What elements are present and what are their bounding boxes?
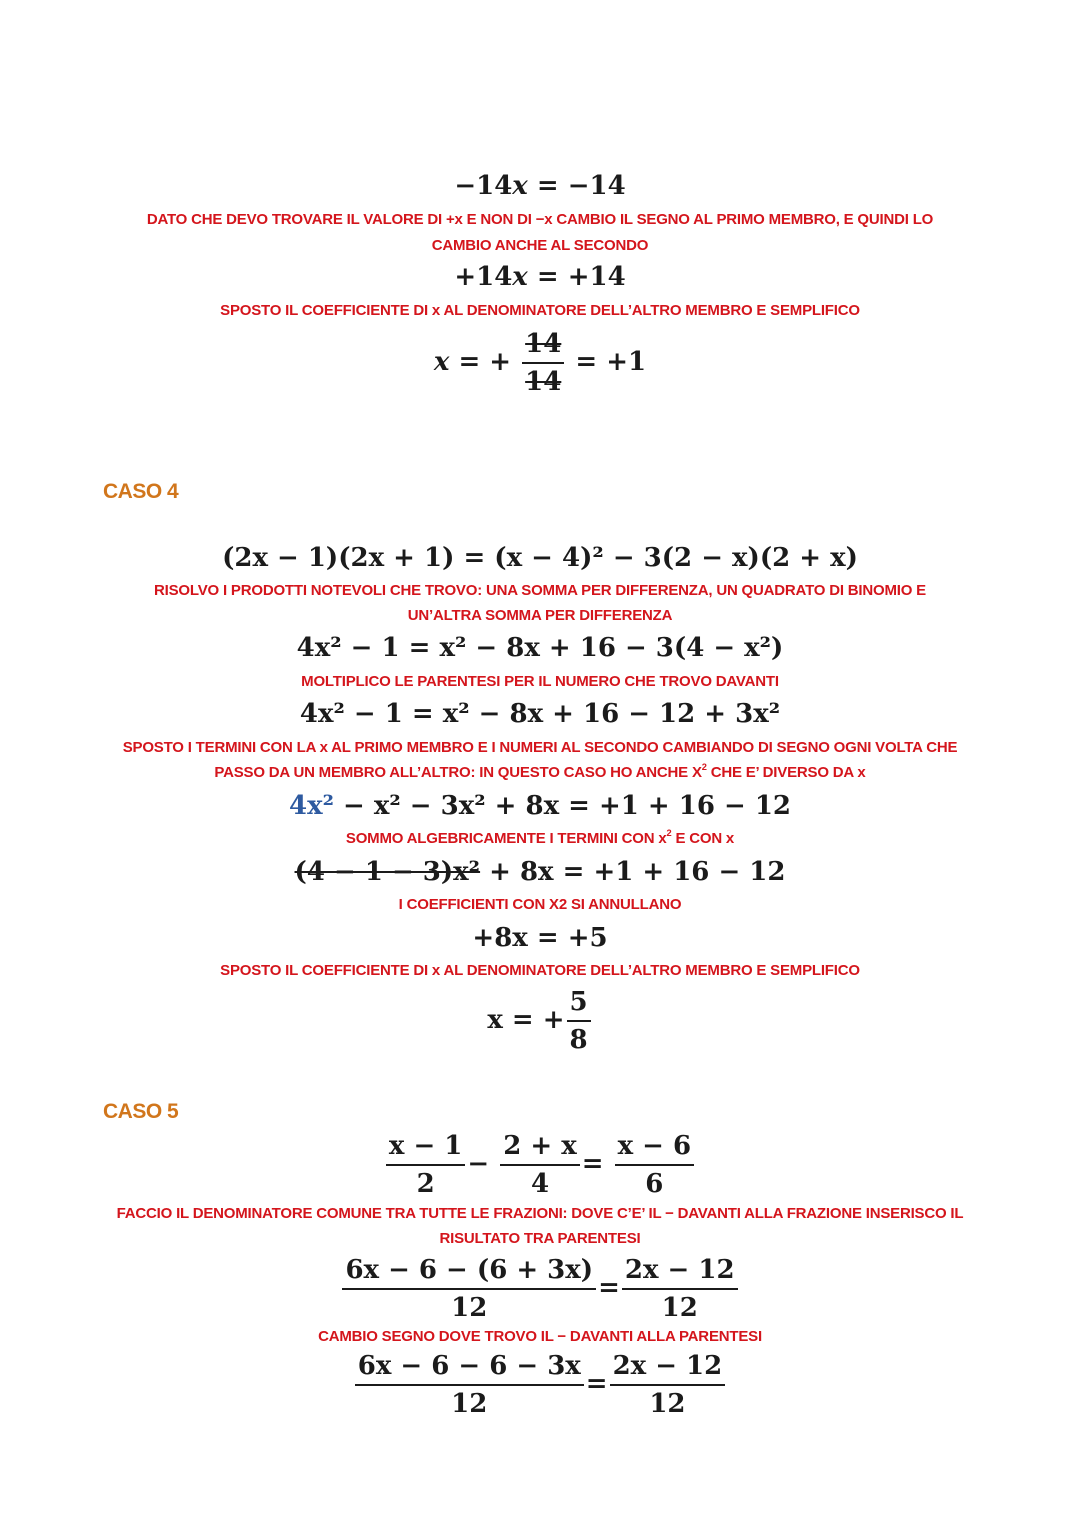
fraction-denominator: 6 xyxy=(645,1169,664,1199)
caso4-note-3b xyxy=(0,760,1080,786)
fraction-numerator: 14 xyxy=(522,326,564,364)
fraction xyxy=(610,1348,726,1422)
eq-highlight: 4x² xyxy=(288,791,334,821)
equation-top-2: +14x = +14 xyxy=(454,262,626,292)
fraction xyxy=(622,1252,738,1326)
note-top-1: DATO CHE DEVO TROVARE IL VALORE DI +x E NON DI −x CAMBIO IL SEGNO AL PRIMO MEMBRO, E QUINDI LO xyxy=(146,211,934,228)
fraction-numerator: 2x − 12 xyxy=(622,1252,738,1290)
operator: = xyxy=(598,1273,620,1303)
fraction-numerator: 6x − 6 − 6 − 3x xyxy=(355,1348,584,1386)
caso4-note-3: SPOSTO I TERMINI CON LA x AL PRIMO MEMBRO E I NUMERI AL SECONDO CAMBIANDO DI SEGNO OGNI VOLTA CHE xyxy=(122,739,958,756)
fraction xyxy=(355,1348,584,1422)
note-text: SOMMO ALGEBRICAMENTE I TERMINI CON x xyxy=(345,830,667,847)
fraction xyxy=(522,326,564,400)
caso5-eq-1 xyxy=(0,1128,1080,1202)
operator: = xyxy=(585,1369,608,1399)
caso4-note-1: RISOLVO I PRODOTTI NOTEVOLI CHE TROVO: UNA SOMMA PER DIFFERENZA, UN QUADRATO DI BINOMIO E xyxy=(154,582,926,599)
fraction-numerator: x − 6 xyxy=(615,1128,694,1166)
eq-struck-term: (4 − 1 − 3)x² xyxy=(294,857,481,887)
fraction-numerator: 6x − 6 − (6 + 3x) xyxy=(342,1252,596,1290)
caso4-note-2: MOLTIPLICO LE PARENTESI PER IL NUMERO CHE TROVO DAVANTI xyxy=(301,673,779,690)
operator: − xyxy=(467,1149,490,1179)
equation-top-3: x = + $\frac{14}{14}$ = +1 xyxy=(0,326,1080,400)
eq-right: = −14 xyxy=(536,171,626,201)
caso4-eq-7 xyxy=(0,984,1080,1058)
caso4-note-6: SPOSTO IL COEFFICIENTE DI x AL DENOMINATORE DELL’ALTRO MEMBRO E SEMPLIFICO xyxy=(220,962,860,979)
note-text: CHE E’ DIVERSO DA x xyxy=(706,764,866,781)
fraction-denominator: 4 xyxy=(530,1169,550,1199)
fraction-denominator: 2 xyxy=(416,1169,435,1199)
caso5-eq-2 xyxy=(0,1252,1080,1326)
fraction-numerator: x − 1 xyxy=(386,1128,465,1166)
caso-4-heading: CASO 4 xyxy=(103,480,179,503)
eq-suffix: = +1 xyxy=(575,347,647,377)
fraction-numerator: 2 + x xyxy=(500,1128,579,1166)
fraction xyxy=(342,1252,596,1326)
eq-right: = +14 xyxy=(536,262,626,292)
fraction-numerator: 5 xyxy=(567,984,591,1022)
note-text: E CON x xyxy=(671,830,735,847)
note-top-1b: CAMBIO ANCHE AL SECONDO xyxy=(431,237,649,254)
eq-rest: − x² − 3x² + 8x = +1 + 16 − 12 xyxy=(333,791,791,821)
caso4-eq-6: +8x = +5 xyxy=(472,923,608,953)
caso4-note-1b: UN’ALTRA SOMMA PER DIFFERENZA xyxy=(407,607,673,624)
caso4-eq-1: (2x − 1)(2x + 1) = (x − 4)² − 3(2 − x)(2 + x) xyxy=(222,543,858,573)
caso5-note-1b: RISULTATO TRA PARENTESI xyxy=(439,1230,641,1247)
fraction-denominator: 12 xyxy=(451,1293,488,1323)
fraction-denominator: 14 xyxy=(525,367,562,397)
eq-left: +14 xyxy=(454,262,513,292)
caso4-eq-3: 4x² − 1 = x² − 8x + 16 − 12 + 3x² xyxy=(299,699,781,729)
fraction-denominator: 8 xyxy=(569,1025,588,1055)
caso5-eq-3 xyxy=(0,1348,1080,1422)
caso4-eq-2: 4x² − 1 = x² − 8x + 16 − 3(4 − x²) xyxy=(296,633,784,663)
fraction-denominator: 12 xyxy=(661,1293,698,1323)
equation-top-1: −14x = −14 xyxy=(454,171,626,201)
note-top-2: SPOSTO IL COEFFICIENTE DI x AL DENOMINATORE DELL’ALTRO MEMBRO E SEMPLIFICO xyxy=(220,302,860,319)
fraction-denominator: 12 xyxy=(451,1389,488,1419)
fraction xyxy=(386,1128,465,1202)
caso4-note-4 xyxy=(0,826,1080,852)
eq-prefix: x = + xyxy=(487,1005,565,1035)
note-superscript: 2 xyxy=(701,762,707,773)
caso4-eq-4 xyxy=(0,790,1080,822)
eq-left: −14 xyxy=(454,171,513,201)
note-text: PASSO DA UN MEMBRO ALL’ALTRO: IN QUESTO CASO HO ANCHE X xyxy=(214,764,702,781)
eq-rest: + 8x = +1 + 16 − 12 xyxy=(480,857,786,887)
caso4-note-5: I COEFFICIENTI CON X2 SI ANNULLANO xyxy=(398,896,682,913)
caso-5-heading: CASO 5 xyxy=(103,1100,179,1123)
fraction xyxy=(615,1128,694,1202)
eq-prefix: = + xyxy=(458,347,512,377)
caso4-eq-5 xyxy=(0,856,1080,888)
fraction-denominator: 12 xyxy=(649,1389,686,1419)
fraction-numerator: 2x − 12 xyxy=(610,1348,726,1386)
fraction xyxy=(567,984,591,1058)
note-superscript: 2 xyxy=(666,828,672,839)
caso5-note-2: CAMBIO SEGNO DOVE TROVO IL − DAVANTI ALLA PARENTESI xyxy=(318,1328,762,1345)
caso5-note-1: FACCIO IL DENOMINATORE COMUNE TRA TUTTE LE FRAZIONI: DOVE C’E’ IL − DAVANTI ALLA FRAZIONE INSERISCO IL xyxy=(116,1205,964,1222)
operator: = xyxy=(581,1149,604,1179)
fraction xyxy=(500,1128,579,1202)
